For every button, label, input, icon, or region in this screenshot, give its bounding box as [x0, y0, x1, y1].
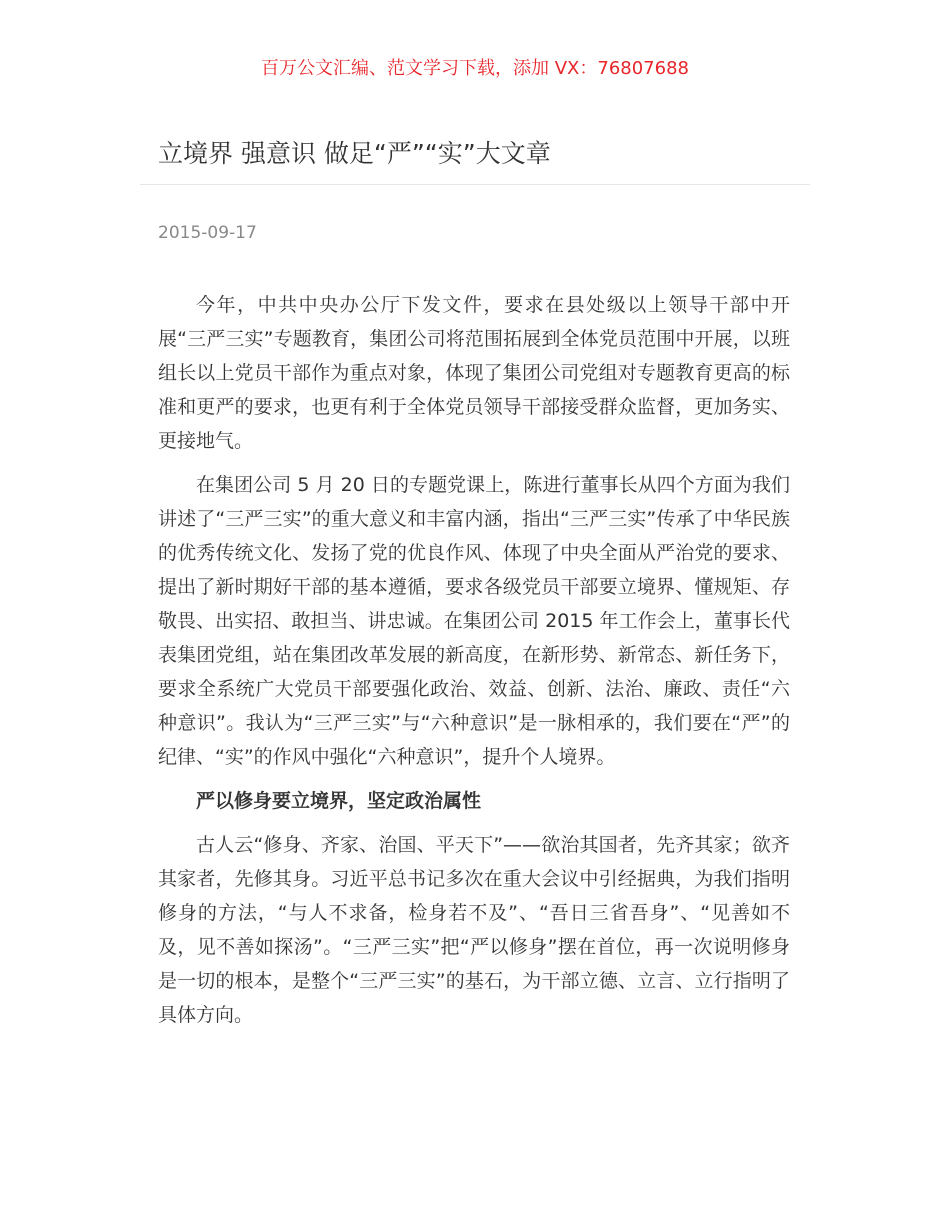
- title-divider: [140, 184, 810, 185]
- section-heading: 严以修身要立境界，坚定政治属性: [196, 790, 482, 812]
- paragraph-self-cultivation: 古人云“修身、齐家、治国、平天下”——欲治其国者，先齐其家；欲齐其家者，先修其身。习近平总书记多次在重大会议中引经据典，为我们指明修身的方法，“与人不求备，检身若不及”、“吾日三省吾身”、“见善如不及，见不善如探汤”。“三严三实”把“严以修身”摆在首位，再一次说明修身是一切的根本，是整个“三严三实”的基石，为干部立德、立言、立行指明了具体方向。: [158, 834, 790, 1026]
- article-title: 立境界 强意识 做足“严”“实”大文章: [158, 139, 551, 168]
- paragraph-party-lecture: 在集团公司 5 月 20 日的专题党课上，陈进行董事长从四个方面为我们讲述了“三严三实”的重大意义和丰富内涵，指出“三严三实”传承了中华民族的优秀传统文化、发扬了党的优良作风、体现了中央全面从严治党的要求、提出了新时期好干部的基本遵循，要求各级党员干部要立境界、懂规矩、存敬畏、出实招、敢担当、讲忠诚。在集团公司 2015 年工作会上，董事长代表集团党组，站在集团改革发展的新高度，在新形势、新常态、新任务下，要求全系统广大党员干部要强化政治、效益、创新、法治、廉政、责任“六种意识”。我认为“三严三实”与“六种意识”是一脉相承的，我们要在“严”的纪律、“实”的作风中强化“六种意识”，提升个人境界。: [158, 474, 790, 768]
- article: [140, 134, 810, 1042]
- publish-date: 2015-09-17: [158, 223, 257, 243]
- article-body: [158, 288, 790, 1032]
- paragraph-intro: 今年，中共中央办公厅下发文件，要求在县处级以上领导干部中开展“三严三实”专题教育，集团公司将范围拓展到全体党员范围中开展，以班组长以上党员干部作为重点对象，体现了集团公司党组对专题教育更高的标准和更严的要求，也更有利于全体党员领导干部接受群众监督，更加务实、更接地气。: [158, 294, 790, 452]
- promo-banner: 百万公文汇编、范文学习下载，添加 VX：76807688: [261, 58, 689, 79]
